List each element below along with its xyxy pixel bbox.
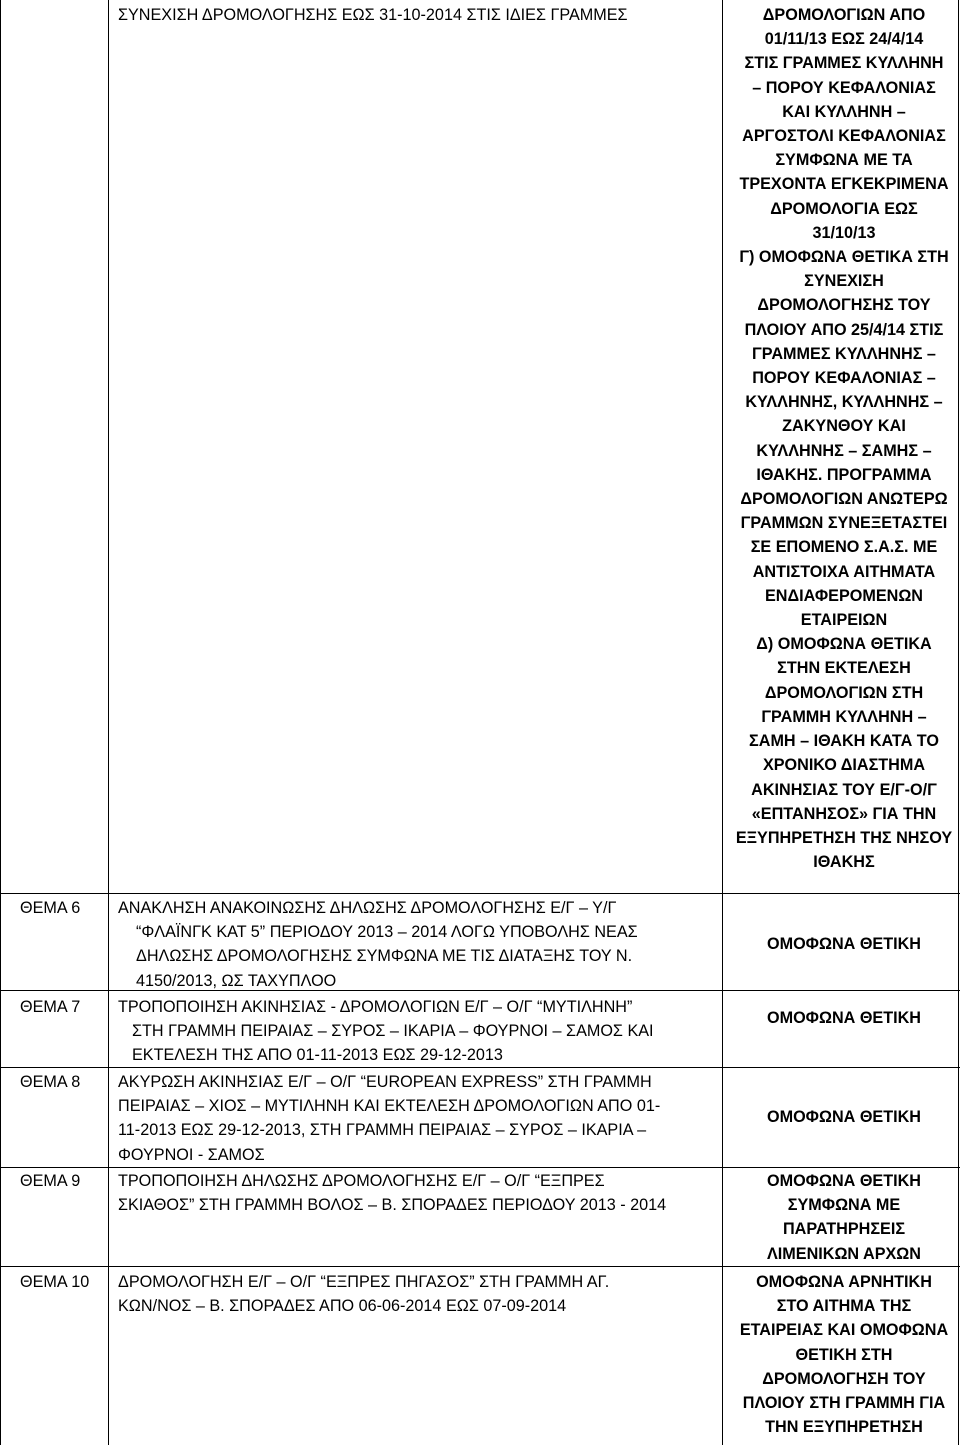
subject-line: ΚΩΝ/ΝΟΣ – Β. ΣΠΟΡΑΔΕΣ ΑΠΟ 06-06-2014 ΕΩΣ 07-09-2014 xyxy=(118,1297,567,1316)
row-divider xyxy=(0,1266,960,1267)
decision-line: ΣΕ ΕΠΟΜΕΝΟ Σ.Α.Σ. ΜΕ xyxy=(750,538,938,557)
decision-line: ΔΡΟΜΟΛΟΓΗΣΗΣ ΤΟΥ xyxy=(757,296,931,315)
decision-line: ΠΛΟΙΟΥ ΣΤΗ ΓΡΑΜΜΗ ΓΙΑ xyxy=(742,1394,946,1413)
decision-line: Γ) ΟΜΟΦΩΝΑ ΘΕΤΙΚΑ ΣΤΗ xyxy=(739,248,949,267)
decision-cell xyxy=(728,1270,960,1439)
subject-text: ΣΥΝΕΧΙΣΗ ΔΡΟΜΟΛΟΓΗΣΗΣ ΕΩΣ 31-10-2014 ΣΤΙΣ ΙΔΙΕΣ ΓΡΑΜΜΕΣ xyxy=(118,6,628,24)
column-divider-subject xyxy=(722,0,723,1445)
subject-line: ΤΡΟΠΟΠΟΙΗΣΗ ΑΚΙΝΗΣΙΑΣ - ΔΡΟΜΟΛΟΓΙΩΝ Ε/Γ – Ο/Γ “ΜΥΤΙΛΗΝΗ” xyxy=(118,998,633,1016)
theme-label: ΘΕΜΑ 6 xyxy=(20,899,81,917)
decision-line: ΤΡΕΧΟΝΤΑ ΕΓΚΕΚΡΙΜΕΝΑ xyxy=(739,175,949,194)
decision-line: ΑΝΤΙΣΤΟΙΧΑ ΑΙΤΗΜΑΤΑ xyxy=(752,562,936,581)
subject-line: ΔΗΛΩΣΗΣ ΔΡΟΜΟΛΟΓΗΣΗΣ ΣΥΜΦΩΝΑ ΜΕ ΤΙΣ ΔΙΑΤΑΞΗΣ ΤΟΥ Ν. xyxy=(136,947,633,966)
subject-cell xyxy=(118,1169,718,1217)
subject-cell xyxy=(118,1070,718,1167)
decision-cell xyxy=(728,1169,960,1266)
decision-line: – ΠΟΡΟΥ ΚΕΦΑΛΟΝΙΑΣ xyxy=(752,78,936,97)
subject-cell xyxy=(118,896,718,993)
decision-line: ΣΥΝΕΧΙΣΗ xyxy=(804,272,884,291)
decision-line: ΕΤΑΙΡΕΙΑΣ ΚΑΙ ΟΜΟΦΩΝΑ xyxy=(739,1321,949,1340)
decision-line: ΘΕΤΙΚΗ ΣΤΗ xyxy=(795,1345,893,1364)
decision-line: ΙΘΑΚΗΣ. ΠΡΟΓΡΑΜΜΑ xyxy=(756,465,932,484)
theme-label: ΘΕΜΑ 9 xyxy=(20,1172,81,1190)
decision-line: ΣΤΗΝ ΕΚΤΕΛΕΣΗ xyxy=(777,659,911,678)
decision-line: ΠΑΡΑΤΗΡΗΣΕΙΣ xyxy=(782,1220,906,1239)
decision-line: Δ) ΟΜΟΦΩΝΑ ΘΕΤΙΚΑ xyxy=(756,635,932,654)
decision-line: ΕΤΑΙΡΕΙΩΝ xyxy=(800,611,888,630)
column-divider-left xyxy=(0,0,1,1445)
decision-line: ΣΥΜΦΩΝΑ ΜΕ ΤΑ xyxy=(775,151,913,170)
decision-line: ΠΟΡΟΥ ΚΕΦΑΛΟΝΙΑΣ – xyxy=(752,369,936,388)
decision-line: ΔΡΟΜΟΛΟΓΗΣΗ ΤΟΥ xyxy=(762,1369,926,1388)
decision-line: ΖΑΚΥΝΘΟΥ ΚΑΙ xyxy=(782,417,906,436)
subject-line: ΣΤΗ ΓΡΑΜΜΗ ΠΕΙΡΑΙΑΣ – ΣΥΡΟΣ – ΙΚΑΡΙΑ – ΦΟΥΡΝΟΙ – ΣΑΜΟΣ ΚΑΙ xyxy=(132,1022,654,1041)
decision-line: ΑΚΙΝΗΣΙΑΣ ΤΟΥ Ε/Γ-Ο/Γ xyxy=(751,780,937,799)
decision-line: ΑΡΓΟΣΤΟΛΙ ΚΕΦΑΛΟΝΙΑΣ xyxy=(742,127,946,146)
subject-line: ΑΝΑΚΛΗΣΗ ΑΝΑΚΟΙΝΩΣΗΣ ΔΗΛΩΣΗΣ ΔΡΟΜΟΛΟΓΗΣΗΣ Ε/Γ – Υ/Γ xyxy=(118,899,617,917)
decision-line: ΣΤΙΣ ΓΡΑΜΜΕΣ ΚΥΛΛΗΝΗ xyxy=(744,54,944,73)
decision-line: ΓΡΑΜΜΕΣ ΚΥΛΛΗΝΗΣ – xyxy=(752,344,936,363)
decision-line: ΛΙΜΕΝΙΚΩΝ ΑΡΧΩΝ xyxy=(767,1244,921,1263)
decision-line: ΟΜΟΦΩΝΑ ΘΕΤΙΚΗ xyxy=(767,1172,921,1190)
subject-line: ΣΚΙΑΘΟΣ” ΣΤΗ ΓΡΑΜΜΗ ΒΟΛΟΣ – Β. ΣΠΟΡΑΔΕΣ ΠΕΡΙΟΔΟΥ 2013 - 2014 xyxy=(118,1196,667,1215)
decision-line: ΧΡΟΝΙΚΟ ΔΙΑΣΤΗΜΑ xyxy=(762,756,926,775)
decision-line: ΕΝΔΙΑΦΕΡΟΜΕΝΩΝ xyxy=(765,586,923,605)
decision-line: ΔΡΟΜΟΛΟΓΙΩΝ ΑΝΩΤΕΡΩ xyxy=(740,490,948,509)
decision-line: ΟΜΟΦΩΝΑ ΘΕΤΙΚΗ xyxy=(767,1009,921,1027)
column-divider-theme xyxy=(108,0,109,1445)
subject-line: ΤΡΟΠΟΠΟΙΗΣΗ ΔΗΛΩΣΗΣ ΔΡΟΜΟΛΟΓΗΣΗΣ Ε/Γ – Ο/Γ “ΕΞΠΡΕΣ xyxy=(118,1172,605,1190)
decision-line: ΔΡΟΜΟΛΟΓΙΩΝ ΑΠΟ xyxy=(762,6,926,24)
decision-cell-continuation xyxy=(728,3,960,874)
subject-line: 4150/2013, ΩΣ ΤΑΧΥΠΛΟΟ xyxy=(136,971,337,990)
subject-line: 11-2013 ΕΩΣ 29-12-2013, ΣΤΗ ΓΡΑΜΜΗ ΠΕΙΡΑΙΑΣ – ΣΥΡΟΣ – ΙΚΑΡΙΑ – xyxy=(118,1121,647,1140)
decision-line: ΓΡΑΜΜΗ ΚΥΛΛΗΝΗ – xyxy=(761,707,927,726)
decision-line: ΣΤΟ ΑΙΤΗΜΑ ΤΗΣ xyxy=(776,1297,912,1316)
decision-cell xyxy=(728,932,960,956)
subject-line: ΑΚΥΡΩΣΗ ΑΚΙΝΗΣΙΑΣ Ε/Γ – Ο/Γ “EUROPEAN EXPRESS” ΣΤΗ ΓΡΑΜΜΗ xyxy=(118,1073,652,1091)
decision-line: ΟΜΟΦΩΝΑ ΑΡΝΗΤΙΚΗ xyxy=(756,1273,932,1291)
decision-line: ΕΞΥΠΗΡΕΤΗΣΗ ΤΗΣ ΝΗΣΟΥ xyxy=(735,828,953,847)
decision-line: ΟΜΟΦΩΝΑ ΘΕΤΙΚΗ xyxy=(767,935,921,953)
theme-label: ΘΕΜΑ 10 xyxy=(20,1273,90,1291)
theme-label: ΘΕΜΑ 7 xyxy=(20,998,81,1016)
decision-line: ΟΜΟΦΩΝΑ ΘΕΤΙΚΗ xyxy=(767,1108,921,1126)
decision-line: ΤΗΝ ΕΞΥΠΗΡΕΤΗΣΗ xyxy=(765,1418,923,1437)
decision-line: ΚΥΛΛΗΝΗΣ, ΚΥΛΛΗΝΗΣ – xyxy=(745,393,943,412)
subject-line: ΔΡΟΜΟΛΟΓΗΣΗ Ε/Γ – Ο/Γ “ΕΞΠΡΕΣ ΠΗΓΑΣΟΣ” ΣΤΗ ΓΡΑΜΜΗ ΑΓ. xyxy=(118,1273,610,1291)
row-divider xyxy=(0,1167,960,1168)
subject-line: ΦΟΥΡΝΟΙ - ΣΑΜΟΣ xyxy=(118,1145,265,1164)
decision-cell xyxy=(728,1105,960,1129)
subject-cell-continuation xyxy=(118,3,718,27)
theme-label: ΘΕΜΑ 8 xyxy=(20,1073,81,1091)
row-divider xyxy=(0,893,960,894)
decision-line: ΚΑΙ ΚΥΛΛΗΝΗ – xyxy=(782,102,906,121)
decision-line: ΚΥΛΛΗΝΗΣ – ΣΑΜΗΣ – xyxy=(756,441,932,460)
decision-line: ΔΡΟΜΟΛΟΓΙΩΝ ΣΤΗ xyxy=(764,683,924,702)
subject-cell xyxy=(118,995,718,1068)
subject-line: ΠΕΙΡΑΙΑΣ – ΧΙΟΣ – ΜΥΤΙΛΗΝΗ ΚΑΙ ΕΚΤΕΛΕΣΗ ΔΡΟΜΟΛΟΓΙΩΝ ΑΠΟ 01- xyxy=(118,1097,661,1116)
decision-line: 31/10/13 xyxy=(812,223,876,242)
decision-line: 01/11/13 ΕΩΣ 24/4/14 xyxy=(764,30,924,49)
decision-line: ΔΡΟΜΟΛΟΓΙΑ ΕΩΣ xyxy=(770,199,918,218)
decision-cell xyxy=(728,1006,960,1030)
subject-line: “ΦΛΑΪΝΓΚ ΚΑΤ 5” ΠΕΡΙΟΔΟΥ 2013 – 2014 ΛΟΓΩ ΥΠΟΒΟΛΗΣ ΝΕΑΣ xyxy=(136,923,638,942)
decision-line: ΣΥΜΦΩΝΑ ΜΕ xyxy=(787,1196,901,1215)
subject-cell xyxy=(118,1270,718,1318)
subject-line: ΕΚΤΕΛΕΣΗ ΤΗΣ ΑΠΟ 01-11-2013 ΕΩΣ 29-12-2013 xyxy=(132,1046,503,1065)
decision-line: ΣΑΜΗ – ΙΘΑΚΗ ΚΑΤΑ ΤΟ xyxy=(749,732,939,751)
decision-line: ΓΡΑΜΜΩΝ ΣΥΝΕΞΕΤΑΣΤΕΙ xyxy=(740,514,948,533)
decision-line: ΠΛΟΙΟΥ ΑΠΟ 25/4/14 ΣΤΙΣ xyxy=(744,320,944,339)
decision-line: ΙΘΑΚΗΣ xyxy=(813,853,875,872)
decision-line: «ΕΠΤΑΝΗΣΟΣ» ΓΙΑ ΤΗΝ xyxy=(751,804,937,823)
